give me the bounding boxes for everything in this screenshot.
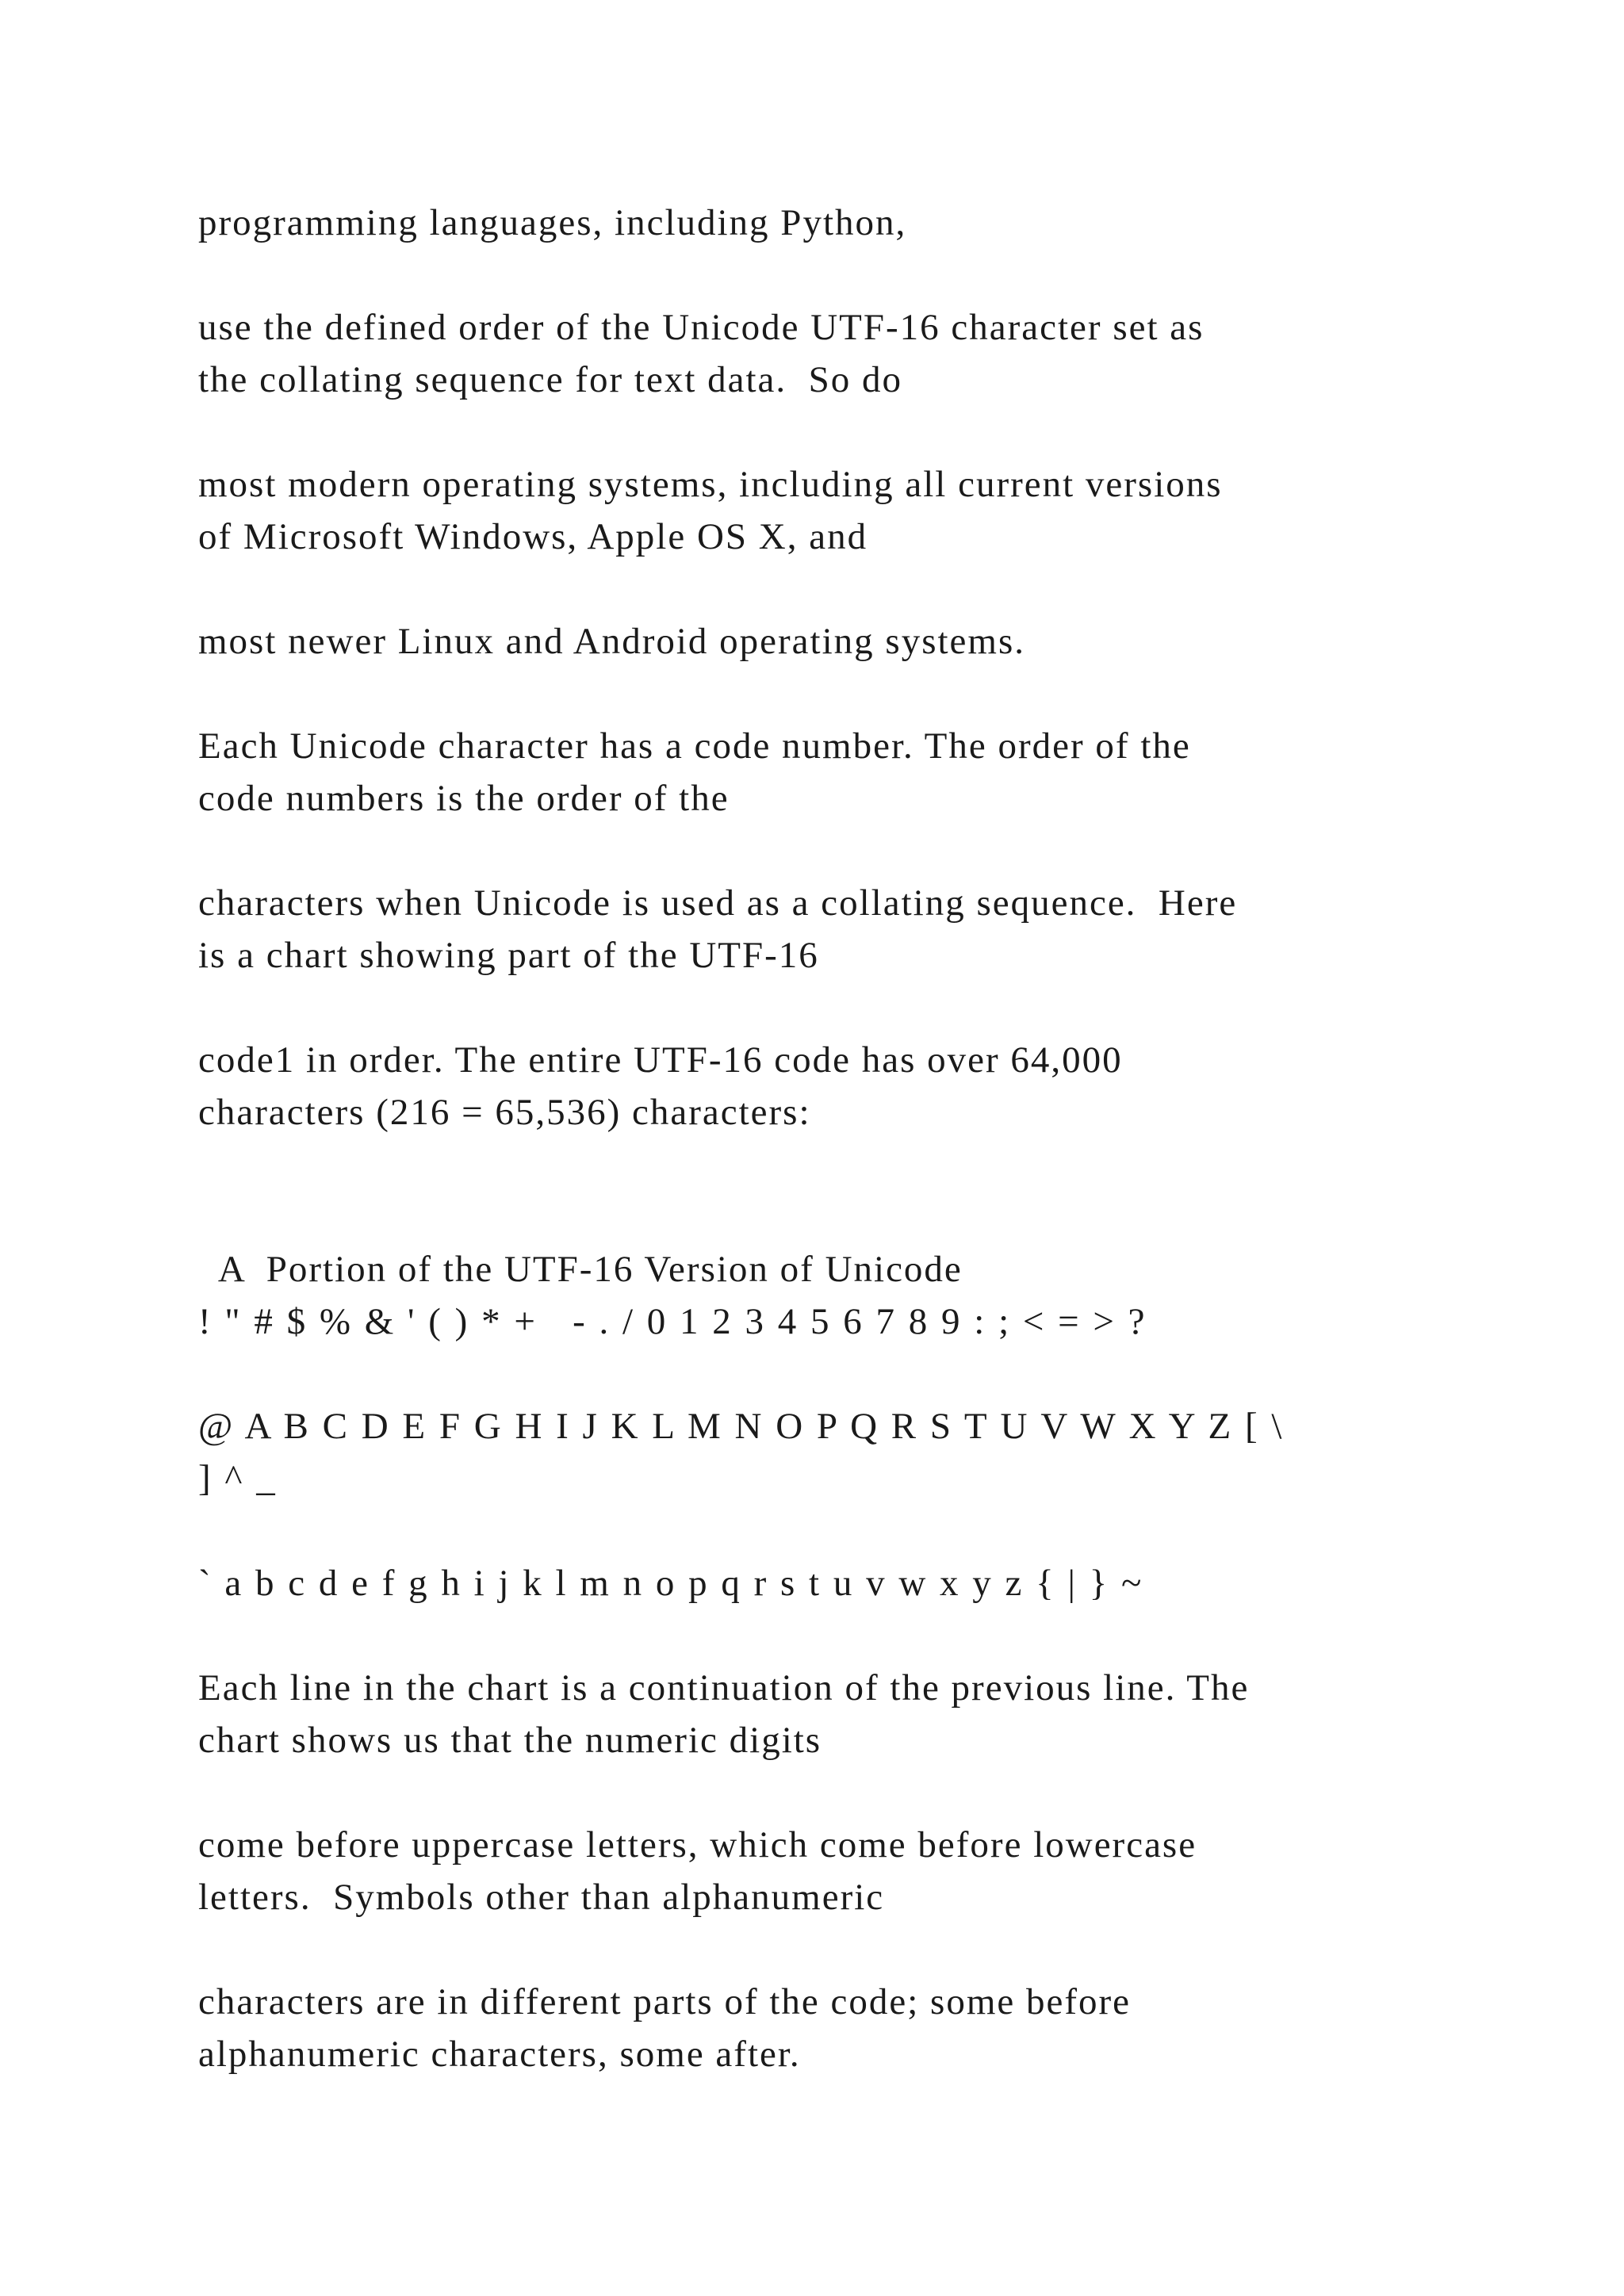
text-line: programming languages, including Python, bbox=[198, 202, 907, 243]
text-line: letters. Symbols other than alphanumeric bbox=[198, 1877, 885, 1918]
text-line: characters are in different parts of the code; some before bbox=[198, 1981, 1132, 2022]
text-line: code1 in order. The entire UTF-16 code has over 64,000 bbox=[198, 1039, 1123, 1081]
chart-row: @ A B C D E F G H I J K L M N O P Q R S T U V W X Y Z [ \ bbox=[198, 1406, 1285, 1447]
chart-row: ] ^ _ bbox=[198, 1458, 278, 1499]
text-line: is a chart showing part of the UTF-16 bbox=[198, 935, 819, 976]
text-line: most newer Linux and Android operating systems. bbox=[198, 621, 1025, 662]
chart-title: A Portion of the UTF-16 Version of Unicode bbox=[198, 1249, 963, 1290]
text-line: Each line in the chart is a continuation of the previous line. The bbox=[198, 1667, 1250, 1709]
text-line: come before uppercase letters, which come before lowercase bbox=[198, 1824, 1197, 1866]
chart-row: ! " # $ % & ' ( ) * + - . / 0 1 2 3 4 5 6 7 8 9 : ; < = > ? bbox=[198, 1301, 1147, 1342]
text-line: characters (216 = 65,536) characters: bbox=[198, 1092, 811, 1133]
text-line: characters when Unicode is used as a collating sequence. Here bbox=[198, 882, 1238, 924]
text-line: the collating sequence for text data. So do bbox=[198, 359, 903, 400]
text-line: chart shows us that the numeric digits bbox=[198, 1720, 822, 1761]
text-line: use the defined order of the Unicode UTF-16 character set as bbox=[198, 307, 1205, 348]
chart-row: ` a b c d e f g h i j k l m n o p q r s t u v w x y z { | } ~ bbox=[198, 1563, 1144, 1604]
text-line: alphanumeric characters, some after. bbox=[198, 2034, 801, 2075]
text-line: Each Unicode character has a code number. The order of the bbox=[198, 725, 1191, 767]
text-line: most modern operating systems, including all current versions bbox=[198, 464, 1223, 505]
text-line: of Microsoft Windows, Apple OS X, and bbox=[198, 516, 868, 557]
text-line: code numbers is the order of the bbox=[198, 778, 730, 819]
